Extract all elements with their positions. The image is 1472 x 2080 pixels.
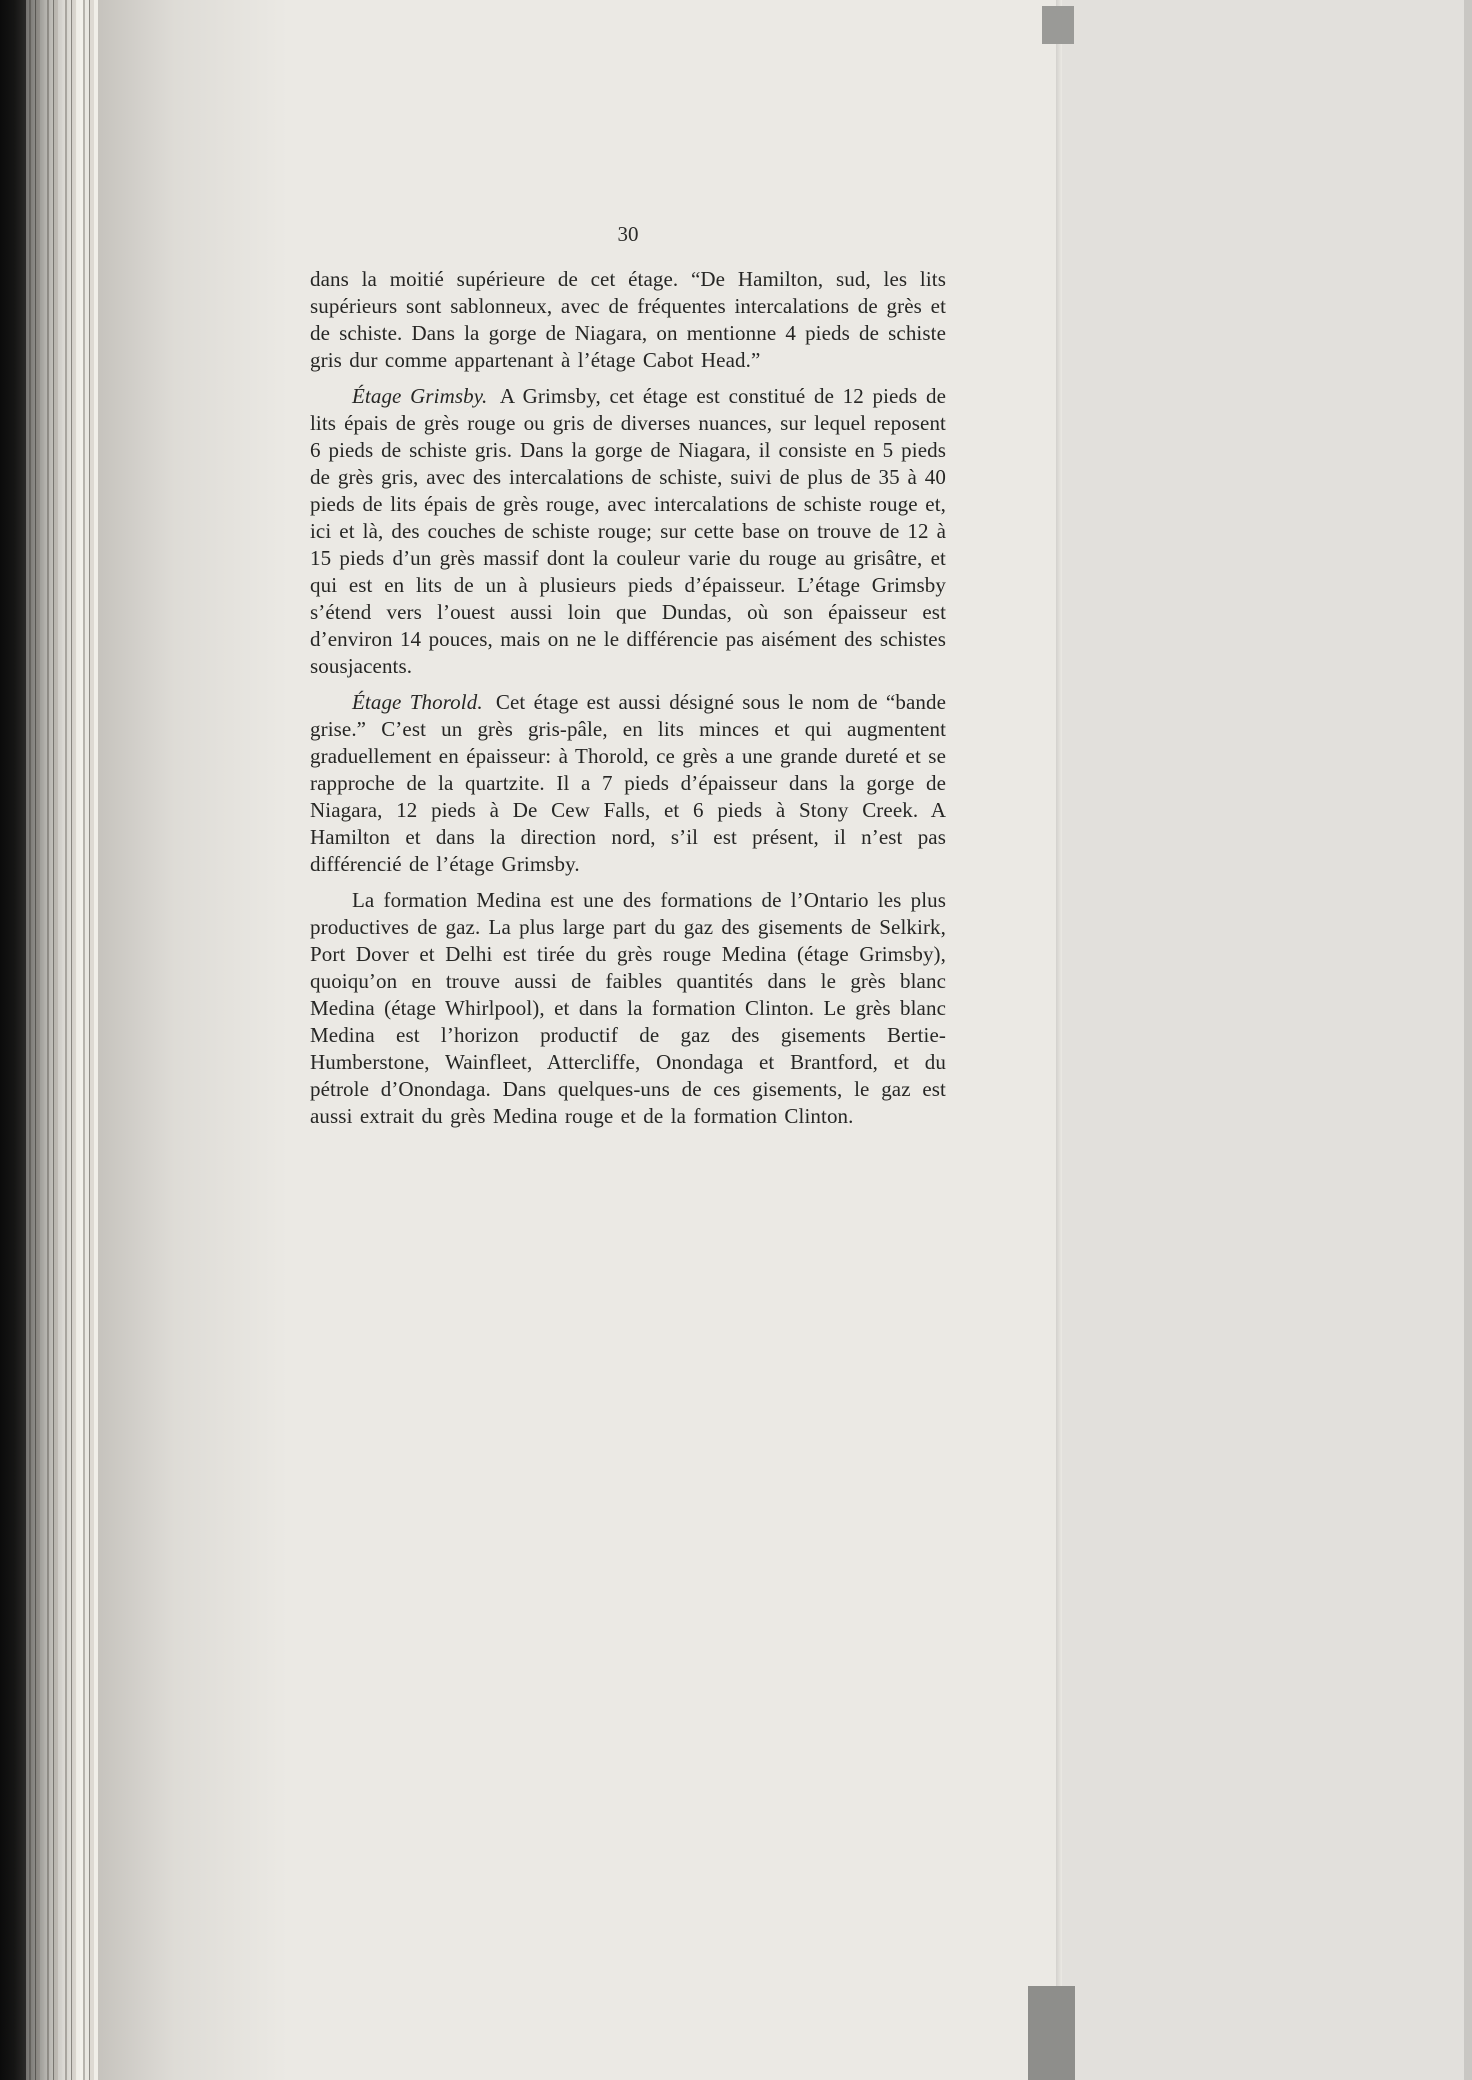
paragraph-continuation	[310, 266, 946, 374]
paragraph-text: Cet étage est aussi désigné sous le nom de “bande grise.” C’est un grès gris-pâle, en lits minces et qui augmentent graduellement en épaisseur: à Thorold, ce grès a une grande dureté et se rapproche de la quartzite. Il a 7 pieds d’épaisseur dans la gorge de Niagara, 12 pieds à De Cew Falls, et 6 pieds à Stony Creek. A Hamilton et dans la direction nord, s’il est présent, il n’est pas différencié de l’étage Grimsby.	[310, 690, 946, 876]
book-spine	[0, 0, 26, 2080]
paragraph-formation-medina	[310, 887, 946, 1130]
text-block	[310, 266, 946, 1139]
paragraph-text: La formation Medina est une des formations de l’Ontario les plus productives de gaz. La plus large part du gaz des gisements de Selkirk, Port Dover et Delhi est tirée du grès rouge Medina (étage Grimsby), quoiqu’on en trouve aussi de faibles quantités dans le grès blanc Medina (étage Whirlpool), et dans la formation Clinton. Le grès blanc Medina est l’horizon productif de gaz des gisements Bertie-Humberstone, Wainfleet, Attercliffe, Onondaga et Brantford, et du pétrole d’Onondaga. Dans quelques-uns de ces gisements, le gaz est aussi extrait du grès Medina rouge et de la formation Clinton.	[310, 888, 946, 1128]
page-number: 30	[617, 222, 639, 246]
backdrop-corner-top-right	[1042, 6, 1074, 44]
stacked-page-edges	[26, 0, 98, 2080]
paragraph-lead-italic: Étage Grimsby.	[352, 384, 488, 408]
binding-shadow	[98, 0, 288, 2080]
paragraph-text: A Grimsby, cet étage est constitué de 12 pieds de lits épais de grès rouge ou gris de diverses nuances, sur lequel reposent 6 pieds de schiste gris. Dans la gorge de Niagara, il consiste en 5 pieds de grès gris, avec des intercalations de schiste, suivi de plus de 35 à 40 pieds de lits épais de grès rouge, avec intercalations de schiste rouge et, ici et là, des couches de schiste rouge; sur cette base on trouve de 12 à 15 pieds d’un grès massif dont la couleur varie du rouge au grisâtre, et qui est en lits de un à plusieurs pieds d’épaisseur. L’étage Grimsby s’étend vers l’ouest aussi loin que Dundas, où son épaisseur est d’environ 14 pouces, mais on ne le différencie pas aisément des schistes sousjacents.	[310, 384, 946, 678]
image-right-edge	[1464, 0, 1472, 2080]
backdrop-corner-bottom-right	[1028, 1986, 1075, 2080]
paragraph-etage-grimsby	[310, 383, 946, 680]
backdrop-right	[1062, 0, 1472, 2080]
paragraph-lead-italic: Étage Thorold.	[352, 690, 483, 714]
paragraph-etage-thorold	[310, 689, 946, 878]
page-right-edge-shadow	[1056, 0, 1062, 2080]
paragraph-text: dans la moitié supérieure de cet étage. “De Hamilton, sud, les lits supérieurs sont sablonneux, avec de fréquentes intercalations de grès et de schiste. Dans la gorge de Niagara, on mentionne 4 pieds de schiste gris dur comme appartenant à l’étage Cabot Head.”	[310, 267, 946, 372]
